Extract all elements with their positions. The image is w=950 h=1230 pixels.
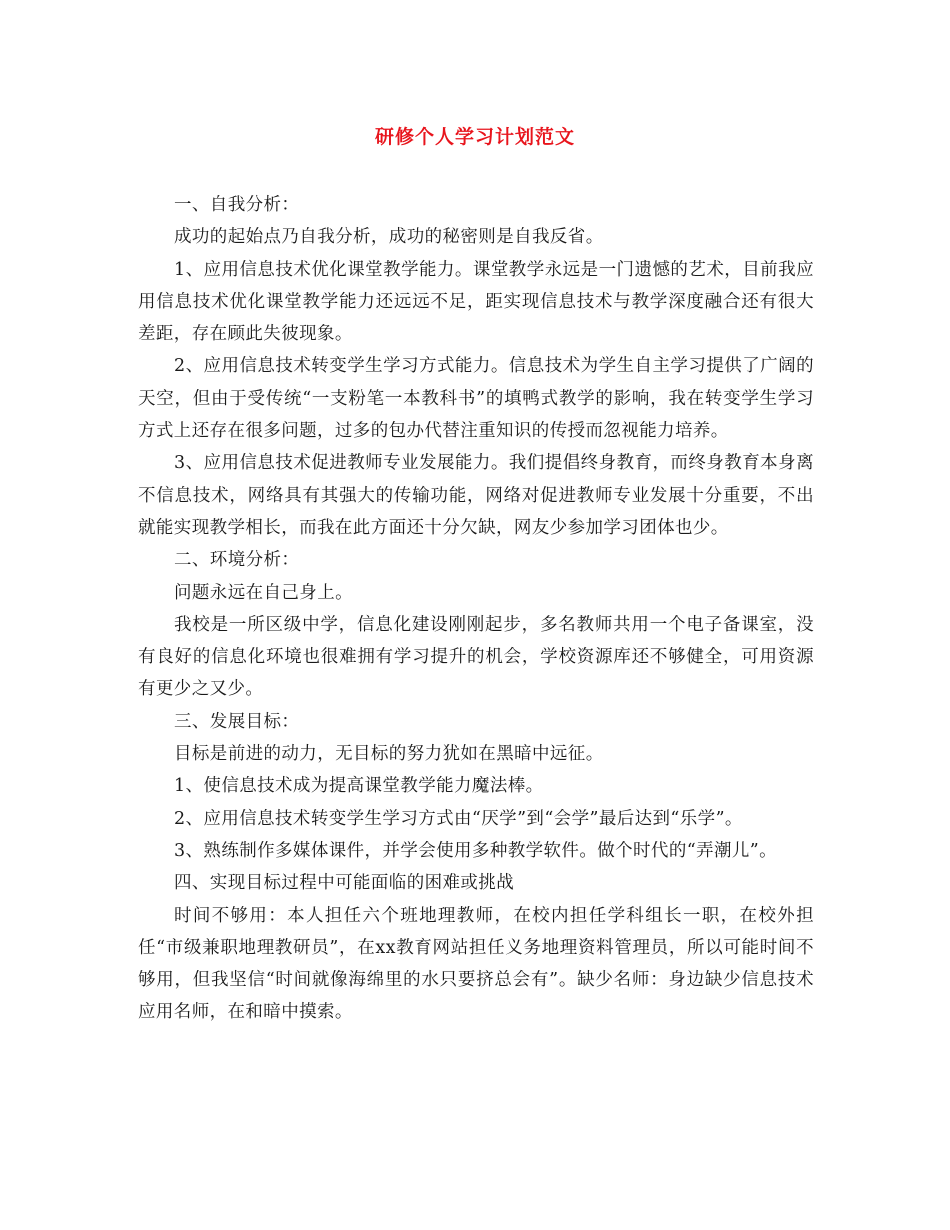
- paragraph: 我校是一所区级中学，信息化建设刚刚起步，多名教师共用一个电子备课室，没有良好的信息化环境也很难拥有学习提升的机会，学校资源库还不够健全，可用资源有更少之又少。: [138, 614, 814, 700]
- paragraph: 2、应用信息技术转变学生学习方式能力。信息技术为学生自主学习提供了广阔的天空，但由于受传统“一支粉笔一本教科书”的填鸭式教学的影响，我在转变学生学习方式上还存在很多问题，过多的包办代替注重知识的传授而忽视能力培养。: [138, 356, 814, 442]
- section-heading-development-goals: 三、发展目标：: [174, 711, 300, 732]
- paragraph: 3、熟练制作多媒体课件，并学会使用多种教学软件。做个时代的“弄潮儿”。: [174, 840, 778, 861]
- paragraph: 成功的起始点乃自我分析，成功的秘密则是自我反省。: [174, 227, 604, 248]
- document-title: 研修个人学习计划范文: [374, 126, 575, 148]
- paragraph: 1、使信息技术成为提高课堂教学能力魔法棒。: [174, 776, 544, 797]
- paragraph: 目标是前进的动力，无目标的努力犹如在黑暗中远征。: [174, 744, 604, 765]
- section-heading-environment-analysis: 二、环境分析：: [174, 550, 300, 571]
- paragraph: 3、应用信息技术促进教师专业发展能力。我们提倡终身教育，而终身教育本身离不信息技术，网络具有其强大的传输功能，网络对促进教师专业发展十分重要，不出就能实现教学相长，而我在此方面还十分欠缺，网友少参加学习团体也少。: [138, 453, 814, 538]
- document-body: [138, 189, 814, 1029]
- paragraph: 1、应用信息技术优化课堂教学能力。课堂教学永远是一门遗憾的艺术，目前我应用信息技术优化课堂教学能力还远远不足，距实现信息技术与教学深度融合还有很大差距，存在顾此失彼现象。: [138, 259, 814, 345]
- section-heading-self-analysis: 一、自我分析：: [174, 195, 300, 215]
- paragraph: 2、应用信息技术转变学生学习方式由“厌学”到“会学”最后达到“乐学”。: [174, 808, 743, 829]
- section-heading-challenges: 四、实现目标过程中可能面临的困难或挑战: [174, 873, 515, 894]
- paragraph: 时间不够用：本人担任六个班地理教师，在校内担任学科组长一职，在校外担任“市级兼职地理教研员”，在xx教育网站担任义务地理资料管理员，所以可能时间不够用，但我坚信“时间就像海绵里的水只要挤总会有”。缺少名师：身边缺少信息技术应用名师，在和暗中摸索。: [138, 905, 814, 1023]
- paragraph: 问题永远在自己身上。: [174, 582, 353, 603]
